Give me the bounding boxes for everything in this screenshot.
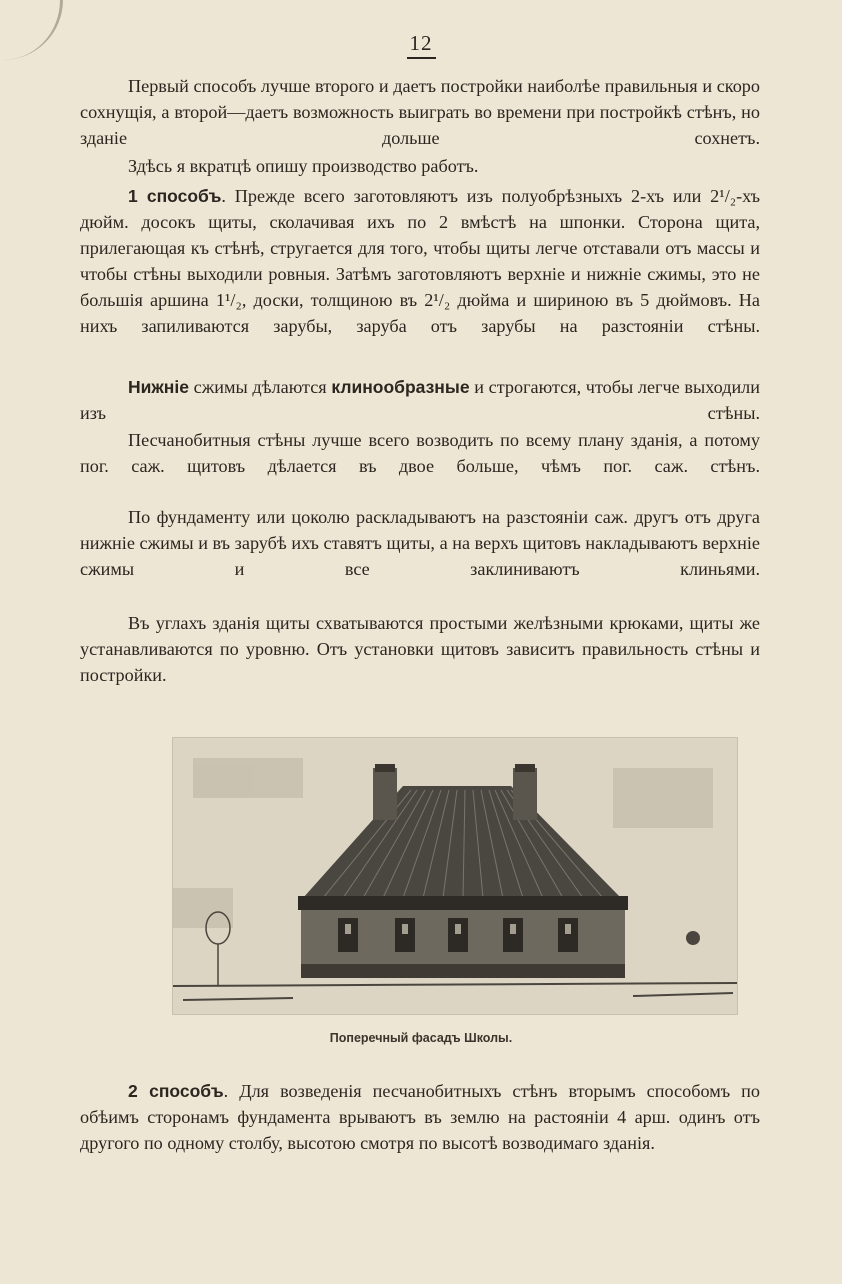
paragraph-1: Первый способъ лучше второго и даетъ постройки наиболѣе правильныя и скоро сохнущія, а второй—даетъ возможность выиграть во времени при постройкѣ стѣнъ, но зданіе дольше сохнетъ. — [80, 76, 760, 148]
paragraph-method-1 — [80, 183, 760, 339]
paragraph-2: Здѣсь я вкратцѣ опишу производство работъ. — [128, 156, 479, 176]
page-number: 12 — [0, 31, 842, 56]
lower-clamps-mid: сжимы дѣлаются — [188, 377, 332, 397]
paragraph-lower-clamps — [80, 374, 760, 426]
method-2-text: . Для возведенія песчанобитныхъ стѣнъ вторымъ способомъ по обѣимъ сторонамъ фундамента врываютъ въ землю на растояніи 4 арш. одинъ отъ другого по одному столбу, высотою смотря по высотѣ возводимаго зданія. — [80, 1081, 760, 1153]
school-facade-illustration — [172, 737, 738, 1015]
paragraph-method-2 — [80, 1078, 760, 1156]
lower-clamps-heading: Нижніе — [128, 377, 189, 397]
method-1-heading: 1 способъ — [128, 186, 222, 206]
paragraph-foundation: По фундаменту или цоколю раскладываютъ на разстояніи саж. другъ отъ друга нижніе сжимы и въ зарубѣ ихъ ставятъ щиты, а на верхъ щитовъ накладываютъ верхніе сжимы и все заклиниваютъ клиньями. — [80, 507, 760, 579]
paragraph-sand-walls: Песчанобитныя стѣны лучше всего возводить по всему плану зданія, а потому пог. саж. щитовъ дѣлается въ двое больше, чѣмъ пог. саж. стѣнъ. — [80, 430, 760, 476]
method-1-text: . Прежде всего заготовляютъ изъ полуобрѣзныхъ 2-хъ или 2¹/₂-хъ дюйм. досокъ щиты, сколачивая ихъ по 2 вмѣстѣ на шпонки. Сторона щита, прилегающая къ стѣнѣ, стругается для того, чтобы щиты легче отставали отъ массы и чтобы стѣны выходили ровныя. Затѣмъ заготовляютъ верхніе и нижніе сжимы, это не большія аршина 1¹/₂, доски, толщиною въ 2¹/₂ дюйма и шириною въ 5 дюймовъ. На нихъ запиливаются зарубы, заруба отъ зарубы на разстояніи стѣны. — [80, 186, 760, 336]
wedge-shaped-term: клинообразные — [331, 377, 470, 397]
figure-caption: Поперечный фасадъ Школы. — [329, 1031, 513, 1045]
paragraph-corners: Въ углахъ зданія щиты схватываются простыми желѣзными крюками, щиты же устанавливаются по уровню. Отъ установки щитовъ зависитъ правильность стѣны и постройки. — [80, 613, 760, 685]
method-2-heading: 2 способъ — [128, 1081, 224, 1101]
lower-clamps-text: и строгаются, чтобы легче выходили изъ стѣны. — [80, 377, 760, 423]
